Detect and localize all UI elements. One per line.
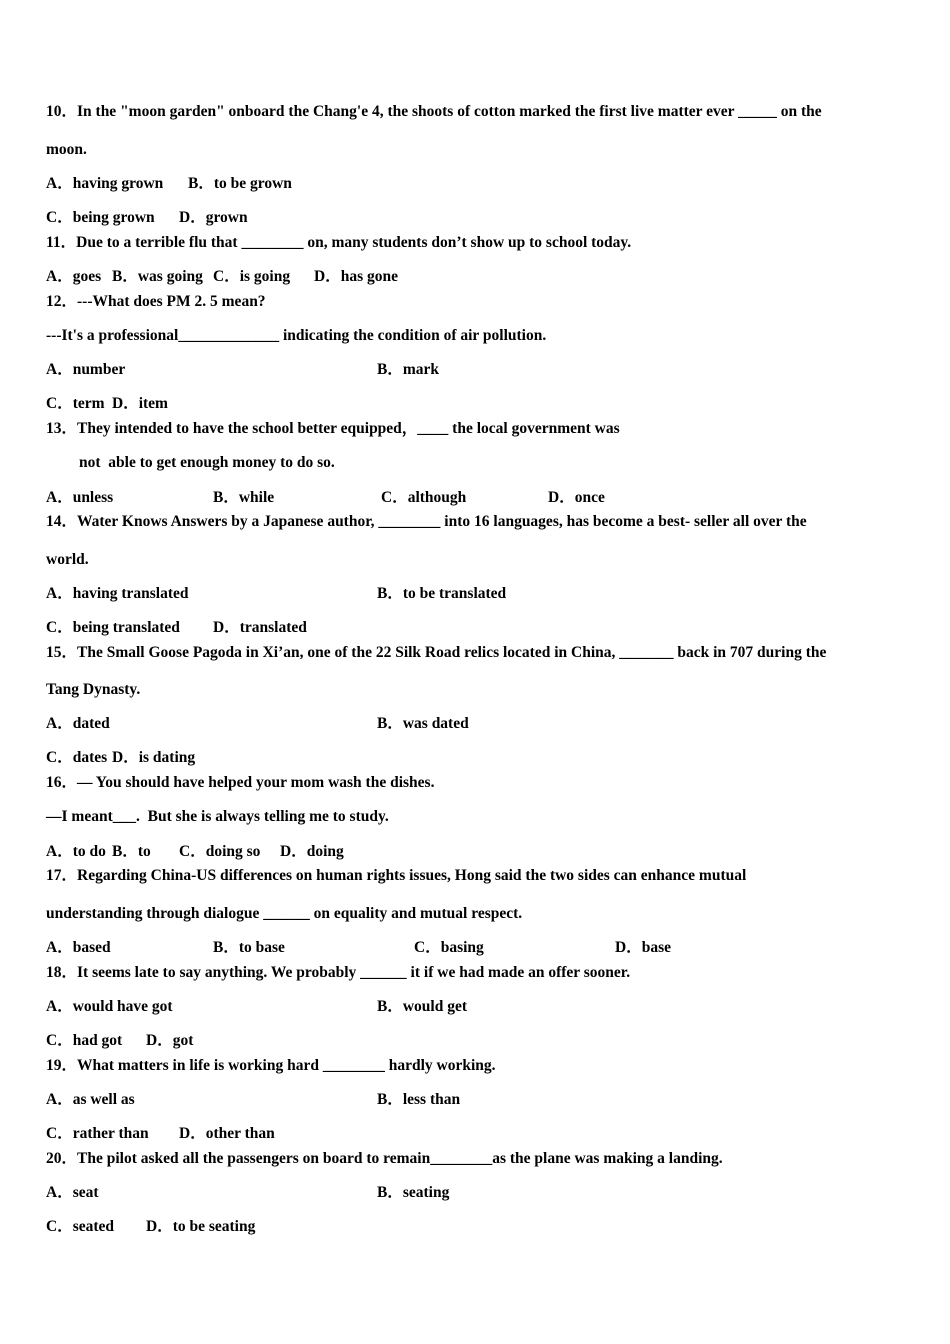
question-14-option-d: D．translated — [213, 619, 307, 636]
question-11-option-b: B．was going — [112, 268, 203, 285]
question-10-option-a: A．having grown — [46, 175, 164, 192]
question-17-stem-line-1: 17．Regarding China-US differences on human rights issues, Hong said the two sides can enhance mutual — [46, 867, 747, 884]
question-10-stem-line-2: moon. — [46, 141, 87, 158]
question-14-option-b: B．to be translated — [377, 585, 507, 602]
question-19-option-d: D．other than — [179, 1125, 275, 1142]
question-18-option-d: D．got — [146, 1032, 194, 1049]
question-12-option-b: B．mark — [377, 361, 440, 378]
question-10-stem-line-1: 10．In the "moon garden" onboard the Chang'e 4, the shoots of cotton marked the first live matter ever _____ on the — [46, 103, 822, 120]
question-12-option-a: A．number — [46, 361, 126, 378]
question-13-option-a: A．unless — [46, 489, 114, 506]
question-17-option-c: C．basing — [414, 939, 484, 956]
question-14-option-c: C．being translated — [46, 619, 180, 636]
question-16-option-c: C．doing so — [179, 843, 261, 860]
question-13-stem-line-2: not able to get enough money to do so. — [79, 454, 335, 471]
question-20-option-c: C．seated — [46, 1218, 115, 1235]
question-14-option-a: A．having translated — [46, 585, 189, 602]
question-11-stem-line-1: 11．Due to a terrible flu that ________ on, many students don’t show up to school today. — [46, 234, 632, 251]
question-18-option-c: C．had got — [46, 1032, 123, 1049]
question-14-stem-line-2: world. — [46, 551, 89, 568]
question-10-option-d: D．grown — [179, 209, 248, 226]
question-20-option-a: A．seat — [46, 1184, 99, 1201]
question-12-stem-line-1: 12．---What does PM 2. 5 mean? — [46, 293, 266, 310]
question-19-option-a: A．as well as — [46, 1091, 135, 1108]
question-13-option-b: B．while — [213, 489, 275, 506]
question-18-stem-line-1: 18．It seems late to say anything. We probably ______ it if we had made an offer sooner. — [46, 964, 631, 981]
question-10-option-c: C．being grown — [46, 209, 155, 226]
question-15-stem-line-1: 15．The Small Goose Pagoda in Xi’an, one of the 22 Silk Road relics located in China, _______ back in 707 during the — [46, 644, 827, 661]
question-16-option-a: A．to do — [46, 843, 106, 860]
question-16-option-b: B．to — [112, 843, 151, 860]
question-18-option-b: B．would get — [377, 998, 467, 1015]
question-13-option-d: D．once — [548, 489, 605, 506]
question-10-option-b: B．to be grown — [188, 175, 292, 192]
question-15-stem-line-2: Tang Dynasty. — [46, 681, 141, 698]
question-19-option-b: B．less than — [377, 1091, 461, 1108]
question-15-option-d: D．is dating — [112, 749, 196, 766]
question-18-option-a: A．would have got — [46, 998, 173, 1015]
question-11-option-c: C．is going — [213, 268, 291, 285]
question-17-option-a: A．based — [46, 939, 111, 956]
question-12-option-d: D．item — [112, 395, 168, 412]
question-17-option-d: D．base — [615, 939, 671, 956]
question-16-stem-line-2: —I meant___. But she is always telling me to study. — [46, 808, 389, 825]
question-20-option-d: D．to be seating — [146, 1218, 256, 1235]
question-19-option-c: C．rather than — [46, 1125, 149, 1142]
question-15-option-a: A．dated — [46, 715, 110, 732]
question-19-stem-line-1: 19．What matters in life is working hard ________ hardly working. — [46, 1057, 496, 1074]
question-13-option-c: C．although — [381, 489, 467, 506]
question-11-option-a: A．goes — [46, 268, 102, 285]
question-11-option-d: D．has gone — [314, 268, 398, 285]
question-15-option-b: B．was dated — [377, 715, 469, 732]
question-14-stem-line-1: 14．Water Knows Answers by a Japanese author, ________ into 16 languages, has become a best- seller all over the — [46, 513, 807, 530]
question-20-stem-line-1: 20．The pilot asked all the passengers on board to remain________as the plane was making a landing. — [46, 1150, 723, 1167]
question-12-stem-line-2: ---It's a professional_____________ indicating the condition of air pollution. — [46, 327, 547, 344]
question-16-option-d: D．doing — [280, 843, 344, 860]
question-17-option-b: B．to base — [213, 939, 285, 956]
question-17-stem-line-2: understanding through dialogue ______ on equality and mutual respect. — [46, 905, 523, 922]
question-13-stem-line-1: 13．They intended to have the school better equipped，____ the local government was — [46, 420, 620, 437]
question-20-option-b: B．seating — [377, 1184, 450, 1201]
question-12-option-c: C．term — [46, 395, 105, 412]
question-16-stem-line-1: 16．— You should have helped your mom wash the dishes. — [46, 774, 435, 791]
question-15-option-c: C．dates — [46, 749, 108, 766]
